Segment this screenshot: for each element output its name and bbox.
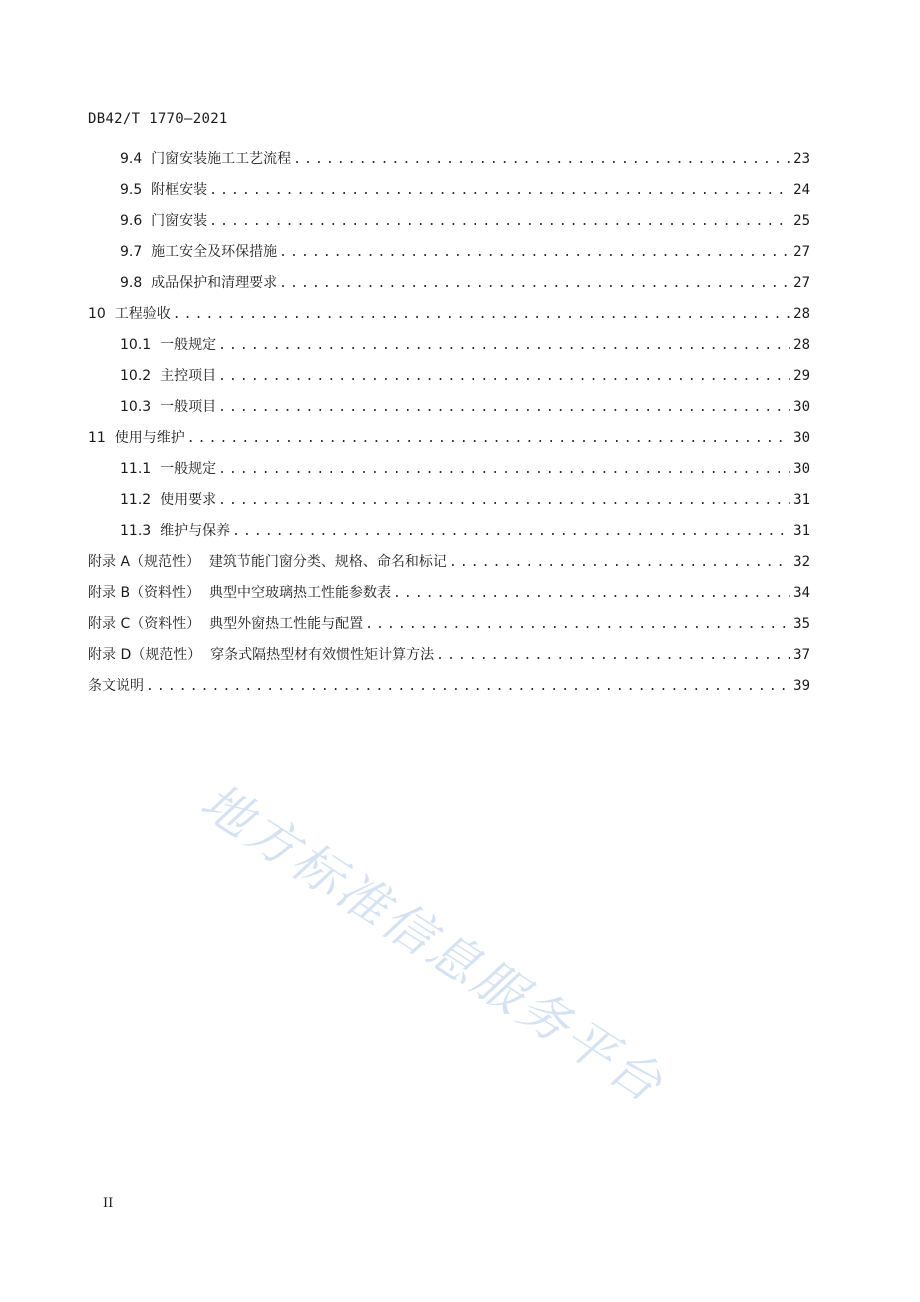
- toc-entry-page: 30: [793, 399, 810, 415]
- toc-entry-number: 10.1: [120, 337, 161, 353]
- toc-leader-dots: [187, 429, 790, 449]
- toc-entry-page: 31: [793, 523, 810, 539]
- toc-leader-dots: [365, 615, 790, 635]
- toc-leader-dots: [218, 398, 790, 418]
- toc-entry-title: 施工安全及环保措施: [151, 244, 278, 260]
- toc-entry[interactable]: [88, 397, 810, 428]
- toc-entry[interactable]: [88, 428, 810, 459]
- toc-entry-title: 使用与维护: [114, 430, 185, 446]
- toc-entry[interactable]: [88, 335, 810, 366]
- toc-entry-title: 附框安装: [151, 182, 208, 198]
- toc-entry-title: 使用要求: [160, 492, 217, 508]
- toc-leader-dots: [218, 460, 790, 480]
- toc-leader-dots: [293, 150, 790, 170]
- toc-entry-page: 39: [793, 678, 810, 694]
- toc-entry[interactable]: [88, 614, 810, 645]
- toc-entry-page: 37: [793, 647, 810, 663]
- toc-entry-page: 35: [793, 616, 810, 632]
- toc-entry-title: 一般规定: [160, 337, 217, 353]
- toc-leader-dots: [279, 243, 790, 263]
- document-code: DB42/T 1770—2021: [88, 111, 228, 127]
- toc-entry-title: 维护与保养: [160, 523, 231, 539]
- toc-entry[interactable]: [88, 211, 810, 242]
- toc-entry-number: 10.3: [120, 399, 161, 415]
- toc-entry-number: 9.5: [120, 182, 152, 198]
- toc-entry[interactable]: [88, 273, 810, 304]
- toc-entry-number: 附录 B（资料性）: [88, 585, 209, 601]
- toc-entry[interactable]: [88, 366, 810, 397]
- toc-entry[interactable]: [88, 149, 810, 180]
- toc-leader-dots: [218, 336, 790, 356]
- toc-entry-number: 11.1: [120, 461, 161, 477]
- toc-entry-number: 附录 D（规范性）: [88, 647, 211, 663]
- toc-entry-page: 28: [793, 306, 810, 322]
- toc-leader-dots: [393, 584, 790, 604]
- toc-entry-page: 30: [793, 430, 810, 446]
- toc-entry-title: 成品保护和清理要求: [151, 275, 278, 291]
- toc-leader-dots: [209, 212, 790, 232]
- toc-entry-title: 典型外窗热工性能与配置: [209, 616, 364, 632]
- toc-entry-title: 工程验收: [114, 306, 171, 322]
- toc-entry-number: 10.2: [120, 368, 161, 384]
- toc-leader-dots: [173, 305, 790, 325]
- toc-leader-dots: [209, 181, 790, 201]
- toc-entry[interactable]: [88, 490, 810, 521]
- toc-entry-number: 9.6: [120, 213, 152, 229]
- toc-leader-dots: [146, 677, 790, 697]
- toc-entry-title: 一般规定: [160, 461, 217, 477]
- toc-entry[interactable]: [88, 552, 810, 583]
- toc-entry-number: 11: [88, 430, 115, 446]
- toc-entry-page: 24: [793, 182, 810, 198]
- toc-entry-number: 10: [88, 306, 115, 322]
- toc-entry-page: 27: [793, 275, 810, 291]
- toc-leader-dots: [218, 367, 790, 387]
- toc-entry-title: 主控项目: [160, 368, 217, 384]
- toc-entry-number: 9.4: [120, 151, 152, 167]
- toc-entry-page: 32: [793, 554, 810, 570]
- toc-entry-page: 30: [793, 461, 810, 477]
- toc-leader-dots: [218, 491, 790, 511]
- toc-leader-dots: [436, 646, 790, 666]
- toc-entry-page: 31: [793, 492, 810, 508]
- toc-entry[interactable]: [88, 180, 810, 211]
- toc-entry-page: 23: [793, 151, 810, 167]
- toc-entry-title: 典型中空玻璃热工性能参数表: [208, 585, 391, 601]
- toc-leader-dots: [279, 274, 790, 294]
- toc-entry-title: 门窗安装施工工艺流程: [151, 151, 292, 167]
- toc-entry[interactable]: [88, 583, 810, 614]
- toc-entry-number: 11.2: [120, 492, 161, 508]
- toc-entry-number: 附录 C（资料性）: [88, 616, 210, 632]
- toc-entry-title: 门窗安装: [151, 213, 208, 229]
- toc-entry-title: 条文说明: [88, 678, 144, 694]
- toc-leader-dots: [232, 522, 790, 542]
- toc-entry-page: 34: [793, 585, 810, 601]
- toc-entry-title: 穿条式隔热型材有效惯性矩计算方法: [210, 647, 435, 663]
- toc-entry-page: 28: [793, 337, 810, 353]
- watermark: 地方标准信息服务平台: [190, 772, 675, 1115]
- toc-entry[interactable]: [88, 676, 810, 707]
- page-number: II: [103, 1196, 114, 1211]
- toc-entry-title: 建筑节能门窗分类、规格、命名和标记: [208, 554, 447, 570]
- table-of-contents: [88, 149, 810, 707]
- toc-entry[interactable]: [88, 521, 810, 552]
- toc-entry[interactable]: [88, 645, 810, 676]
- toc-entry-number: 附录 A（规范性）: [88, 554, 209, 570]
- toc-entry-number: 9.8: [120, 275, 152, 291]
- toc-entry-page: 27: [793, 244, 810, 260]
- toc-entry[interactable]: [88, 242, 810, 273]
- toc-entry-number: 11.3: [120, 523, 161, 539]
- toc-entry[interactable]: [88, 304, 810, 335]
- toc-entry-page: 29: [793, 368, 810, 384]
- toc-entry-page: 25: [793, 213, 810, 229]
- toc-leader-dots: [449, 553, 790, 573]
- toc-entry-title: 一般项目: [160, 399, 217, 415]
- toc-entry-number: 9.7: [120, 244, 152, 260]
- toc-entry[interactable]: [88, 459, 810, 490]
